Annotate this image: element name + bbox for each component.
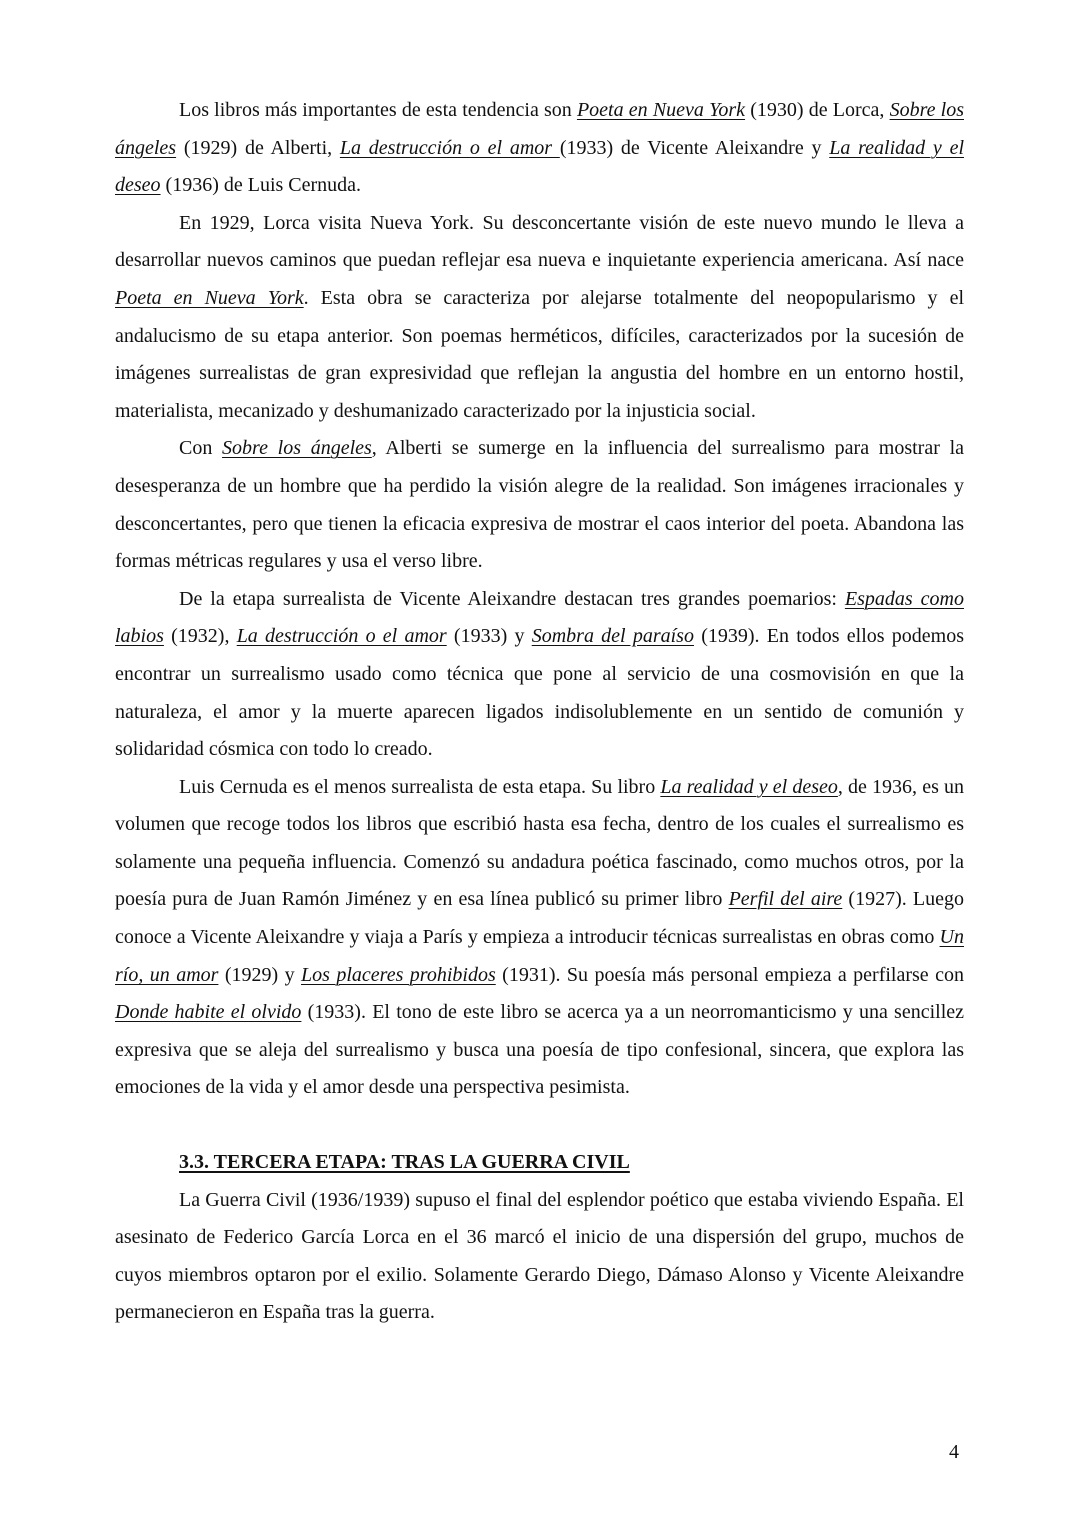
paragraph-text: (1933) y — [446, 625, 532, 648]
book-title: La realidad y el deseo — [115, 136, 964, 197]
paragraph-text: (1933) de Vicente Aleixandre y — [559, 136, 830, 159]
paragraph-text: Con — [179, 437, 223, 460]
paragraph-text: (1932), — [163, 625, 237, 648]
paragraph-text: De la etapa surrealista de Vicente Aleixandre destacan tres grandes poemarios: — [179, 587, 845, 610]
paragraph-text: (1930) de Lorca, — [745, 99, 890, 121]
book-title: La realidad y el deseo — [660, 775, 838, 798]
paragraph-text: , Alberti se sumerge en la influencia del surrealismo para mostrar la desesperanza de un hombre que ha perdido la visión alegre de la realidad. Son imágenes irracionales y desconcertantes, pero que tienen la eficacia expresiva de mostrar el caos interior del poeta. Abandona las formas métricas regulares y usa el verso libre. — [115, 437, 965, 573]
book-title: Sobre los ángeles — [222, 437, 372, 460]
body-paragraph — [115, 769, 964, 1107]
book-title: Sombra del paraíso — [531, 625, 694, 648]
book-title: Espadas como labios — [115, 587, 964, 648]
body-paragraph — [115, 205, 964, 431]
paragraph-text: (1939). En todos ellos podemos encontrar un surrealismo usado como técnica que pone al servicio de una cosmovisión en que la naturaleza, el amor y la muerte aparecen ligados indisolublemente en un sentido de comunión y solidaridad cósmica con todo lo creado. — [115, 625, 964, 761]
book-title: Perfil del aire — [728, 888, 843, 911]
page-number: 4 — [949, 1441, 959, 1463]
paragraph-text: , de 1936, es un volumen que recoge todos los libros que escribió hasta esa fecha, dentro de los cuales el surrealismo es solamente una pequeña influencia. Comenzó su andadura poética fascinado, como muchos otros, por la poesía pura de Juan Ramón Jiménez y en esa línea publicó su primer libro — [115, 775, 964, 911]
book-title: Un río, un amor — [115, 926, 964, 986]
book-title: Los placeres prohibidos — [301, 963, 496, 986]
document-page — [115, 92, 964, 1332]
paragraph-text: (1927). Luego conoce a Vicente Aleixandre y viaja a París y empieza a introducir técnicas surrealistas en obras como — [115, 888, 964, 949]
paragraph-text: (1929) y — [218, 963, 302, 986]
book-title: Donde habite el olvido — [115, 1001, 302, 1024]
paragraph-text: (1929) de Alberti, — [176, 136, 340, 159]
paragraph-text: Luis Cernuda es el menos surrealista de esta etapa. Su libro — [179, 775, 661, 798]
body-paragraphs — [115, 92, 964, 1107]
paragraph-text: En 1929, Lorca visita Nueva York. Su desconcertante visión de este nuevo mundo le lleva a desarrollar nuevos caminos que puedan reflejar esa nueva e inquietante experiencia americana. Así nace — [115, 211, 964, 272]
paragraph-text: (1933). El tono de este libro se acerca ya a un neorromanticismo y una sencillez expresiva que se aleja del surrealismo y busca una poesía de tipo confesional, sincera, que explora las emociones de la vida y el amor desde una perspectiva pesimista. — [115, 1001, 965, 1099]
book-title: Sobre los ángeles — [115, 99, 964, 159]
book-title: La destrucción o el amor — [236, 625, 447, 648]
section-paragraph: La Guerra Civil (1936/1939) supuso el final del esplendor poético que estaba viviendo España. El asesinato de Federico García Lorca en el 36 marcó el inicio de una dispersión del grupo, muchos de cuyos miembros optaron por el exilio. Solamente Gerardo Diego, Dámaso Alonso y Vicente Aleixandre permanecieron en España tras la guerra. — [115, 1188, 964, 1324]
paragraph-text: Los libros más importantes de esta tendencia son — [179, 99, 577, 121]
body-paragraph — [115, 92, 964, 205]
book-title: La destrucción o el amor — [339, 136, 560, 159]
book-title: Poeta en Nueva York — [576, 99, 746, 121]
body-paragraph — [115, 430, 964, 580]
book-title: Poeta en Nueva York — [115, 286, 304, 309]
paragraph-text: (1931). Su poesía más personal empieza a perfilarse con — [495, 963, 964, 986]
section-heading: 3.3. TERCERA ETAPA: TRAS LA GUERRA CIVIL — [179, 1151, 630, 1174]
body-paragraph — [115, 581, 964, 769]
paragraph-text: . Esta obra se caracteriza por alejarse totalmente del neopopularismo y el andalucismo de su etapa anterior. Son poemas herméticos, difíciles, caracterizados por la sucesión de imágenes surrealistas de gran expresividad que reflejan la angustia del hombre en un entorno hostil, materialista, mecanizado y deshumanizado caracterizado por la injusticia social. — [115, 286, 965, 422]
paragraph-text: (1936) de Luis Cernuda. — [160, 174, 362, 197]
